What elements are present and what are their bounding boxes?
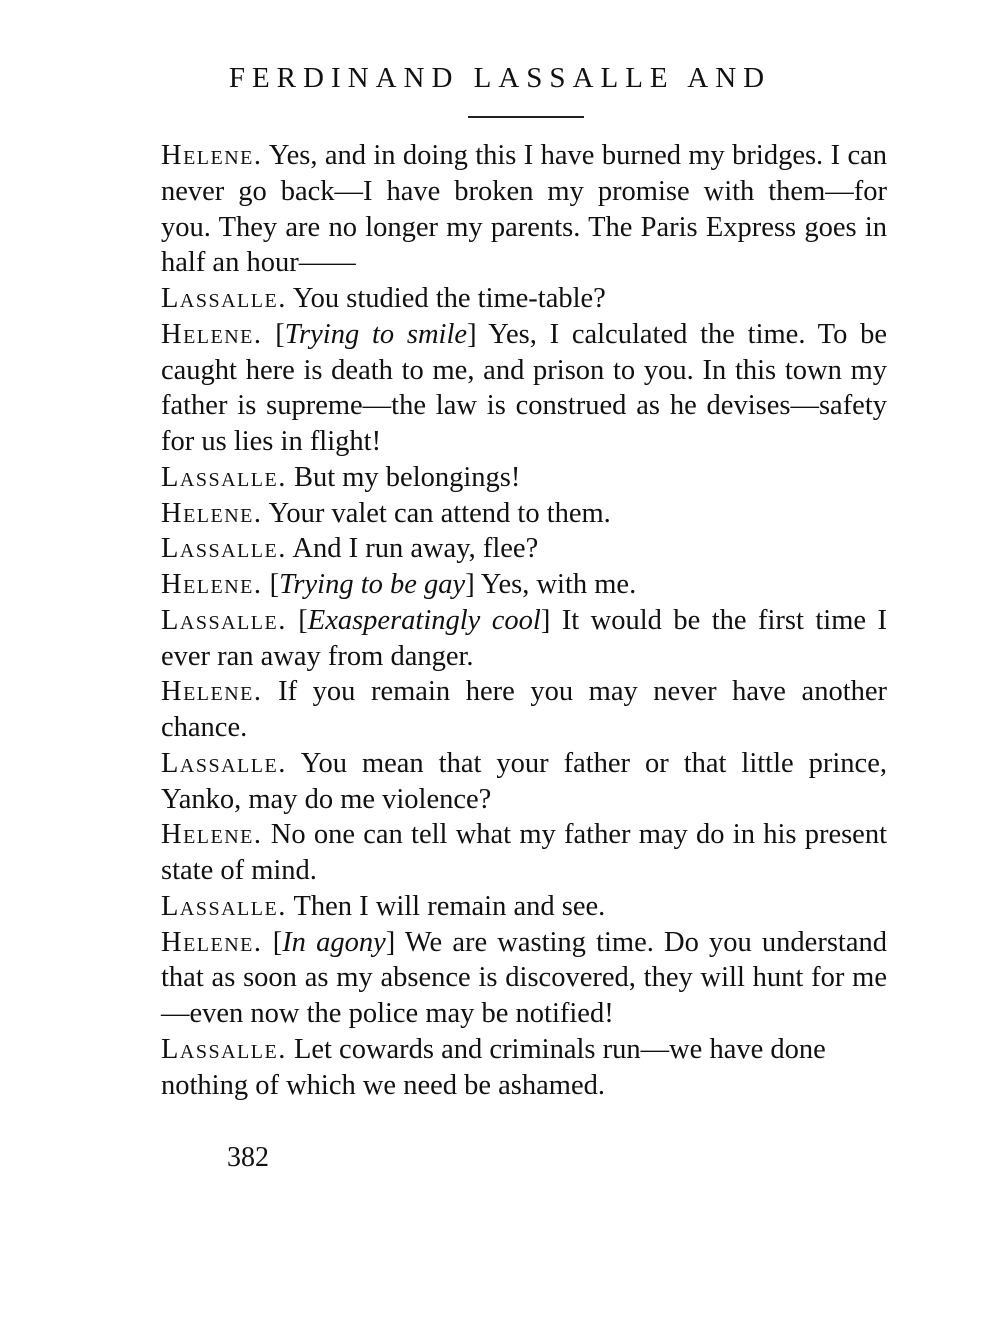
speaker-name: Helene. [161, 497, 263, 529]
dialogue-entry [161, 281, 887, 317]
dialogue-entry: Helene. [Trying to smile] Yes, I calculated the time. To be caught here is death to me, and prison to you. In this town my father is supreme—the law is construed as he devises—safety for us lies in flight! [161, 318, 887, 457]
speaker-name: Helene. [161, 140, 263, 171]
dialogue-text: If you remain here you may never have another chance. [161, 676, 887, 743]
dialogue-entry [161, 674, 887, 746]
speaker-name: Lassalle. [161, 283, 287, 314]
header-rule [468, 116, 584, 118]
running-header: FERDINAND LASSALLE AND [228, 62, 772, 94]
speaker-name: Lassalle. [161, 533, 287, 565]
dialogue-text: We are wasting time. Do you understand that as soon as my absence is discovered, they will hunt for me—even now the police may be notified! [161, 926, 887, 1029]
speaker-name: Lassalle. [161, 604, 287, 636]
dialogue-entry [161, 746, 887, 818]
speaker-name: Helene. [161, 676, 263, 708]
speaker-name: Lassalle. [161, 747, 287, 779]
speaker-name: Helene. [161, 318, 263, 350]
dialogue-text: And I run away, flee? [292, 533, 539, 565]
dialogue-text: You mean that your father or that little prince, Yanko, may do me violence? [161, 747, 887, 815]
dialogue-entry [161, 889, 887, 925]
speaker-name: Helene. [161, 926, 263, 958]
speaker-name: Lassalle. [161, 1033, 287, 1065]
stage-direction: In agony [282, 926, 386, 958]
dialogue-entry [161, 496, 887, 532]
dialogue-text: Yes, I calculated the time. To be caught here is death to me, and prison to you. In this town my father is supreme—the law is construed as he devises—safety for us lies in flight! [161, 318, 887, 457]
stage-direction: Exasperatingly cool [307, 604, 541, 636]
page-number: 382 [227, 1142, 269, 1173]
dialogue-entry: Helene. [Trying to be gay] Yes, with me. [161, 569, 637, 600]
dialogue-text: Yes, with me. [480, 569, 637, 600]
dialogue-entry [161, 460, 887, 496]
dialogue-entry [161, 1032, 887, 1104]
dialogue-entry: Lassalle. [Exasperatingly cool] It would be the first time I ever ran away from danger. [161, 604, 887, 672]
stage-direction: Trying to smile [284, 318, 468, 350]
speaker-name: Helene. [161, 569, 263, 600]
speaker-name: Lassalle. [161, 461, 287, 493]
stage-direction: Trying to be gay [279, 569, 466, 600]
dialogue-text: Your valet can attend to them. [268, 497, 611, 529]
speaker-name: Helene. [161, 819, 263, 851]
dialogue-entry [161, 138, 887, 281]
dialogue-entry: Helene. [In agony] We are wasting time. Do you understand that as soon as my absence is discovered, they will hunt for me—even now the police may be notified! [161, 926, 887, 1029]
dialogue-text: No one can tell what my father may do in his present state of mind. [161, 819, 887, 886]
dialogue-text: Let cowards and criminals run—we have done nothing of which we need be ashamed. [161, 1033, 826, 1101]
dialogue-text: You studied the time-table? [292, 283, 606, 314]
dialogue-entry [161, 817, 887, 889]
dialogue-text: But my belongings! [293, 461, 521, 493]
dialogue-text: Yes, and in doing this I have burned my bridges. I can never go back—I have broken my promise with them—for you. They are no longer my parents. The Paris Express goes in half an hour—— [161, 140, 887, 279]
speaker-name: Lassalle. [161, 890, 287, 922]
dialogue-entry [161, 531, 887, 567]
dialogue-text: Then I will remain and see. [293, 890, 606, 922]
dialogue-body [161, 138, 887, 1103]
dialogue-text: It would be the first time I ever ran away from danger. [161, 604, 887, 672]
